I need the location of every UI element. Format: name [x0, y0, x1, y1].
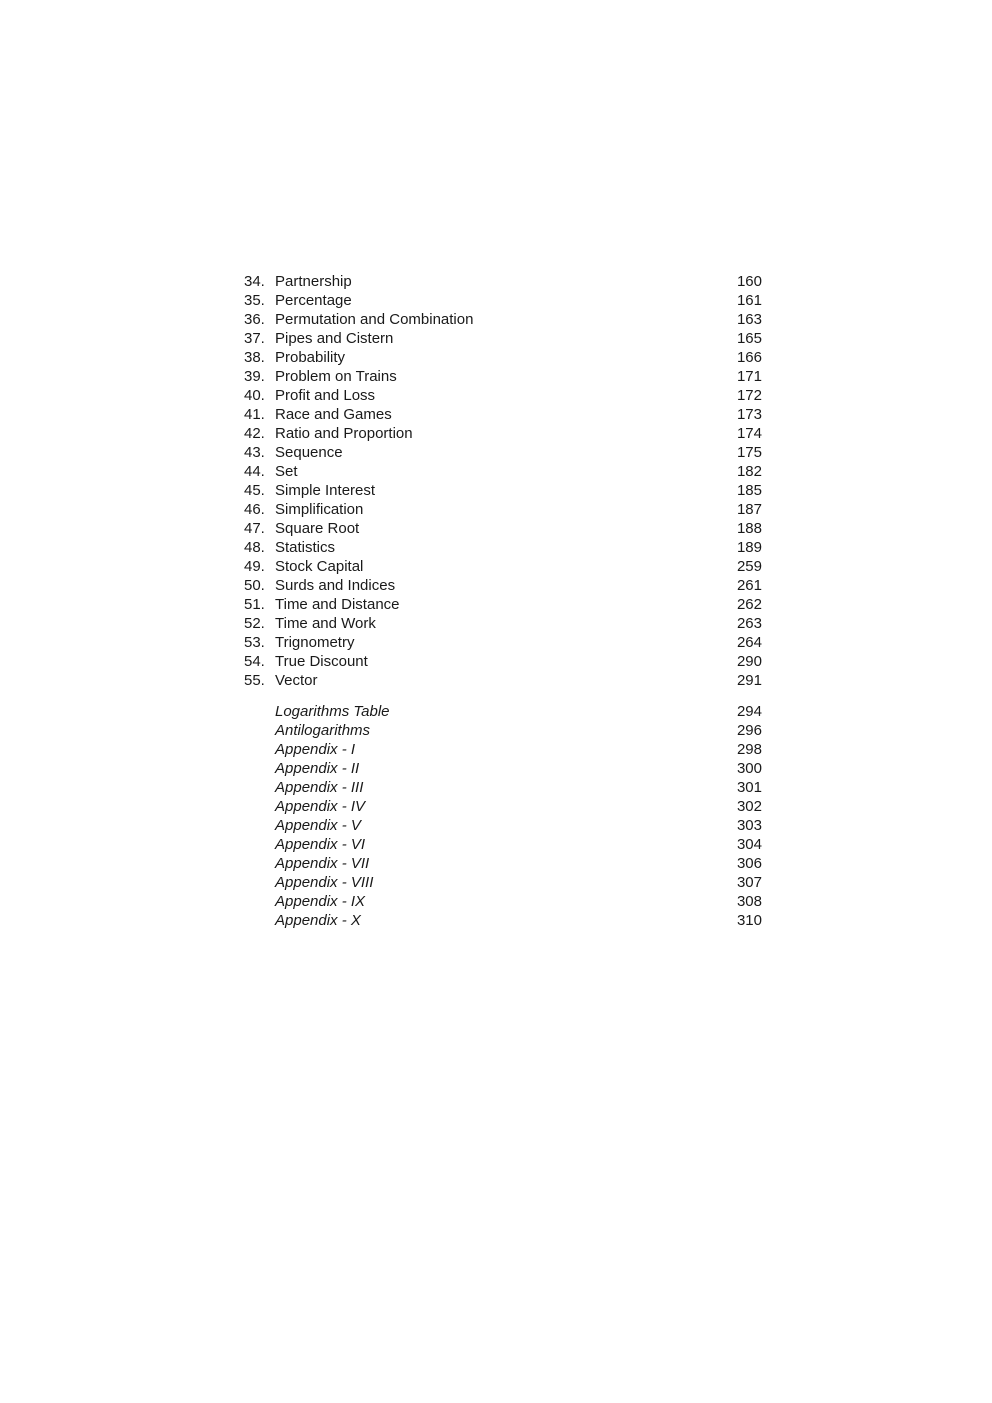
chapter-title: Probability — [275, 349, 346, 366]
chapter-number: 54. — [244, 653, 265, 670]
toc-row[interactable] — [244, 576, 764, 595]
page-number: 185 — [736, 482, 762, 499]
appendix-title: Appendix - V — [275, 817, 361, 834]
toc-row[interactable] — [244, 892, 764, 911]
appendix-title: Appendix - VII — [275, 855, 370, 872]
toc-row[interactable] — [244, 291, 764, 310]
page-number: 310 — [736, 912, 762, 929]
chapter-title: Partnership — [275, 273, 352, 290]
page-number: 174 — [736, 425, 762, 442]
page-number: 189 — [736, 539, 762, 556]
appendix-title: Appendix - VIII — [275, 874, 374, 891]
chapter-number: 39. — [244, 368, 265, 385]
page-number: 175 — [736, 444, 762, 461]
chapter-list — [244, 272, 764, 690]
page-number: 161 — [736, 292, 762, 309]
page-number: 187 — [736, 501, 762, 518]
chapter-number: 52. — [244, 615, 265, 632]
chapter-number: 44. — [244, 463, 265, 480]
page-number: 165 — [736, 330, 762, 347]
chapter-title: Pipes and Cistern — [275, 330, 394, 347]
page-number: 163 — [736, 311, 762, 328]
chapter-number: 45. — [244, 482, 265, 499]
appendix-title: Appendix - IV — [275, 798, 366, 815]
chapter-title: Set — [275, 463, 298, 480]
table-of-contents — [244, 272, 764, 930]
chapter-title: Percentage — [275, 292, 352, 309]
appendix-title: Appendix - III — [275, 779, 364, 796]
chapter-title: Time and Work — [275, 615, 376, 632]
page-number: 307 — [736, 874, 762, 891]
chapter-number: 42. — [244, 425, 265, 442]
page-number: 173 — [736, 406, 762, 423]
appendix-title: Appendix - IX — [275, 893, 366, 910]
page-number: 306 — [736, 855, 762, 872]
toc-row[interactable] — [244, 759, 764, 778]
chapter-title: Sequence — [275, 444, 343, 461]
toc-row[interactable] — [244, 816, 764, 835]
page-number: 304 — [736, 836, 762, 853]
page-number: 188 — [736, 520, 762, 537]
appendix-title: Appendix - X — [275, 912, 361, 929]
chapter-title: Square Root — [275, 520, 360, 537]
toc-row[interactable] — [244, 462, 764, 481]
toc-row[interactable] — [244, 443, 764, 462]
toc-row[interactable] — [244, 595, 764, 614]
page-number: 290 — [736, 653, 762, 670]
toc-row[interactable] — [244, 873, 764, 892]
chapter-title: Simple Interest — [275, 482, 376, 499]
chapter-number: 49. — [244, 558, 265, 575]
appendix-list — [244, 702, 764, 930]
chapter-number: 38. — [244, 349, 265, 366]
page-number: 302 — [736, 798, 762, 815]
chapter-title: Permutation and Combination — [275, 311, 474, 328]
toc-row[interactable] — [244, 702, 764, 721]
toc-row[interactable] — [244, 348, 764, 367]
chapter-number: 55. — [244, 672, 265, 689]
chapter-title: Vector — [275, 672, 318, 689]
toc-row[interactable] — [244, 481, 764, 500]
chapter-number: 41. — [244, 406, 265, 423]
chapter-number: 35. — [244, 292, 265, 309]
page-number: 301 — [736, 779, 762, 796]
toc-row[interactable] — [244, 405, 764, 424]
chapter-title: Profit and Loss — [275, 387, 376, 404]
page-number: 182 — [736, 463, 762, 480]
toc-row[interactable] — [244, 557, 764, 576]
chapter-title: Surds and Indices — [275, 577, 396, 594]
page-number: 261 — [736, 577, 762, 594]
chapter-number: 51. — [244, 596, 265, 613]
toc-row[interactable] — [244, 500, 764, 519]
appendix-title: Logarithms Table — [275, 703, 390, 720]
page-number: 263 — [736, 615, 762, 632]
appendix-title: Antilogarithms — [275, 722, 371, 739]
toc-row[interactable] — [244, 633, 764, 652]
toc-row[interactable] — [244, 310, 764, 329]
toc-row[interactable] — [244, 329, 764, 348]
page-number: 166 — [736, 349, 762, 366]
toc-row[interactable] — [244, 778, 764, 797]
toc-row[interactable] — [244, 740, 764, 759]
toc-row[interactable] — [244, 721, 764, 740]
toc-row[interactable] — [244, 854, 764, 873]
toc-row[interactable] — [244, 671, 764, 690]
chapter-number: 46. — [244, 501, 265, 518]
page-number: 264 — [736, 634, 762, 651]
toc-row[interactable] — [244, 652, 764, 671]
appendix-title: Appendix - I — [275, 741, 356, 758]
page-number: 296 — [736, 722, 762, 739]
appendix-title: Appendix - VI — [275, 836, 366, 853]
page-number: 259 — [736, 558, 762, 575]
chapter-number: 37. — [244, 330, 265, 347]
chapter-title: Time and Distance — [275, 596, 400, 613]
chapter-number: 53. — [244, 634, 265, 651]
chapter-title: Trignometry — [275, 634, 355, 651]
chapter-number: 50. — [244, 577, 265, 594]
toc-row[interactable] — [244, 424, 764, 443]
chapter-title: Simplification — [275, 501, 364, 518]
chapter-number: 34. — [244, 273, 265, 290]
chapter-title: Problem on Trains — [275, 368, 397, 385]
toc-row[interactable] — [244, 272, 764, 291]
chapter-number: 36. — [244, 311, 265, 328]
chapter-title: Stock Capital — [275, 558, 364, 575]
toc-row[interactable] — [244, 538, 764, 557]
page-number: 262 — [736, 596, 762, 613]
page-number: 308 — [736, 893, 762, 910]
chapter-number: 48. — [244, 539, 265, 556]
toc-row[interactable] — [244, 386, 764, 405]
chapter-number: 47. — [244, 520, 265, 537]
page-number: 300 — [736, 760, 762, 777]
chapter-title: Race and Games — [275, 406, 392, 423]
page-number: 160 — [736, 273, 762, 290]
page-number: 294 — [736, 703, 762, 720]
chapter-number: 40. — [244, 387, 265, 404]
toc-row[interactable] — [244, 519, 764, 538]
appendix-title: Appendix - II — [275, 760, 360, 777]
page-number: 298 — [736, 741, 762, 758]
chapter-title: True Discount — [275, 653, 368, 670]
toc-row[interactable] — [244, 911, 764, 930]
page-number: 291 — [736, 672, 762, 689]
toc-row[interactable] — [244, 835, 764, 854]
page-number: 171 — [736, 368, 762, 385]
chapter-title: Ratio and Proportion — [275, 425, 413, 442]
chapter-number: 43. — [244, 444, 265, 461]
toc-row[interactable] — [244, 367, 764, 386]
chapter-title: Statistics — [275, 539, 336, 556]
page-number: 303 — [736, 817, 762, 834]
page-number: 172 — [736, 387, 762, 404]
toc-row[interactable] — [244, 614, 764, 633]
toc-row[interactable] — [244, 797, 764, 816]
